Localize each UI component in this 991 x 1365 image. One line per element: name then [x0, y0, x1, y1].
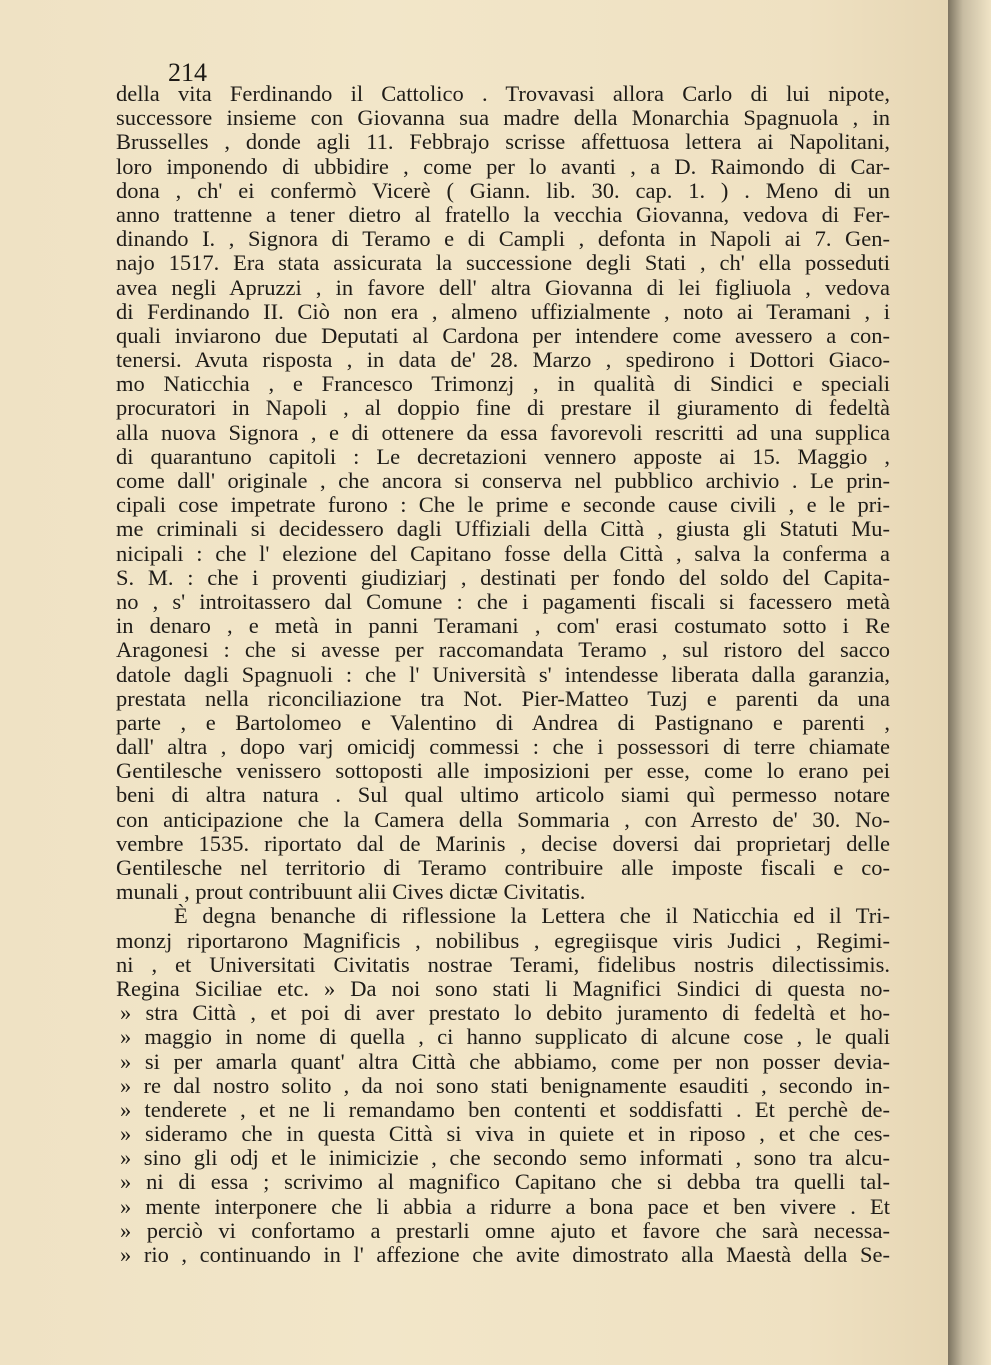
- text-line: tenersi. Avuta risposta , in data de' 28. Marzo , spedirono i Dottori Giaco-: [116, 348, 890, 373]
- text-line: in denaro , e metà in panni Teramani , com' erasi costumato sotto i Re: [116, 614, 890, 639]
- paragraph-start-line: È degna benanche di riflessione la Lettera che il Naticchia ed il Tri-: [174, 904, 890, 929]
- text-line: alla nuova Signora , e di ottenere da essa favorevoli rescritti ad una supplica: [116, 420, 890, 445]
- text-line: Aragonesi : che si avesse per raccomandata Teramo , sul ristoro del sacco: [116, 638, 890, 663]
- text-line: di quarantuno capitoli : Le decretazioni vennero apposte ai 15. Maggio ,: [116, 444, 890, 469]
- text-line: come dall' originale , che ancora si conserva nel pubblico archivio . Le prin-: [116, 469, 890, 493]
- paragraph-end-line: munali , prout contribuunt alii Cives dictæ Civitatis.: [116, 880, 586, 905]
- text-line: di Ferdinando II. Ciò non era , almeno uffizialmente , noto ai Teramani , i: [116, 299, 890, 324]
- text-line: parte , e Bartolomeo e Valentino di Andrea di Pastignano e parenti ,: [116, 710, 890, 735]
- text-line: successore insieme con Giovanna sua madre della Monarchia Spagnuola , in: [116, 106, 890, 131]
- body-text: [116, 82, 890, 1267]
- text-line: della vita Ferdinando il Cattolico . Trovavasi allora Carlo di lui nipote,: [116, 82, 890, 106]
- text-line: Gentilesche venissero sottoposti alle imposizioni per esse, come lo erano pei: [116, 759, 890, 784]
- text-line: con anticipazione che la Camera della Sommaria , con Arresto de' 30. No-: [116, 807, 890, 832]
- text-line: vembre 1535. riportato dal de Marinis , decise doversi dai proprietarj delle: [116, 831, 890, 856]
- text-line: dall' altra , dopo varj omicidj commessi : che i possessori di terre chiamate: [116, 735, 890, 760]
- page-number: 214: [168, 58, 207, 87]
- text-line: ni , et Universitati Civitatis nostrae Terami, fidelibus nostris dilectissimis.: [116, 952, 890, 977]
- text-line: dinando I. , Signora di Teramo e di Campli , defonta in Napoli ai 7. Gen-: [116, 227, 890, 252]
- quoted-line: » mente interponere che li abbia a ridurre a bona pace et ben vivere . Et: [120, 1194, 890, 1219]
- text-line: prestata nella riconciliazione tra Not. Pier-Matteo Tuzj e parenti da una: [116, 686, 890, 711]
- quoted-line: » re dal nostro solito , da noi sono stati benignamente esauditi , secondo in-: [120, 1073, 890, 1098]
- text-line: Regina Siciliae etc. » Da noi sono stati li Magnifici Sindici di questa no-: [116, 976, 890, 1001]
- quoted-line: » maggio in nome di quella , ci hanno supplicato di alcune cose , le quali: [120, 1025, 890, 1050]
- text-line: anno trattenne a tener dietro al fratello la vecchia Giovanna, vedova di Fer-: [116, 202, 890, 227]
- quoted-line: » si per amarla quant' altra Città che abbiamo, come per non posser devia-: [120, 1049, 890, 1074]
- text-line: S. M. : che i proventi giudiziarj , destinati per fondo del soldo del Capita-: [116, 565, 890, 590]
- quoted-line: » sideramo che in questa Città si viva in quiete et in riposo , et che ces-: [120, 1122, 890, 1147]
- quoted-line: » stra Città , et poi di aver prestato lo debito juramento di fedeltà et ho-: [120, 1001, 890, 1026]
- text-line: Gentilesche nel territorio di Teramo contribuire alle imposte fiscali e co-: [116, 856, 890, 880]
- text-line: procuratori in Napoli , al doppio fine di prestare il giuramento di fedeltà: [116, 396, 890, 421]
- quoted-line: » perciò vi confortamo a prestarli omne ajuto et favore che sarà necessa-: [120, 1218, 890, 1243]
- text-line: no , s' introitassero dal Comune : che i pagamenti fiscali si facessero metà: [116, 589, 890, 614]
- text-line: avea negli Apruzzi , in favore dell' altra Giovanna di lei figliuola , vedova: [116, 275, 890, 300]
- text-line: quali inviarono due Deputati al Cardona per intendere come avessero a con-: [116, 323, 890, 348]
- text-line: beni di altra natura . Sul qual ultimo articolo siami quì permesso notare: [116, 783, 890, 808]
- text-line: nicipali : che l' elezione del Capitano fosse della Città , salva la conferma a: [116, 541, 890, 566]
- text-line: najo 1517. Era stata assicurata la successione degli Stati , ch' ella posseduti: [116, 251, 890, 276]
- text-line: datole dagli Spagnuoli : che l' Università s' intendesse liberata dalla garanzia,: [116, 662, 890, 687]
- text-line: dona , ch' ei confermò Vicerè ( Giann. lib. 30. cap. 1. ) . Meno di un: [116, 178, 890, 203]
- quoted-line: » sino gli odj et le inimicizie , che secondo semo informati , sono tra alcu-: [120, 1146, 890, 1171]
- quoted-line: » rio , continuando in l' affezione che avite dimostrato alla Maestà della Se-: [120, 1243, 890, 1267]
- book-gutter: [948, 0, 991, 1365]
- text-line: Brusselles , donde agli 11. Febbrajo scrisse affettuosa lettera ai Napolitani,: [116, 130, 890, 155]
- text-line: me criminali si decidessero dagli Uffiziali della Città , giusta gli Statuti Mu-: [116, 517, 890, 542]
- text-line: monzj riportarono Magnificis , nobilibus , egregiisque viris Judici , Regimi-: [116, 928, 890, 953]
- text-line: loro imponendo di ubbidire , come per lo avanti , a D. Raimondo di Car-: [116, 154, 890, 179]
- quoted-line: » ni di essa ; scrivimo al magnifico Capitano che si debba tra quelli tal-: [120, 1170, 890, 1195]
- quoted-line: » tenderete , et ne li remandamo ben contenti et soddisfatti . Et perchè de-: [120, 1097, 890, 1122]
- text-line: mo Naticchia , e Francesco Trimonzj , in qualità di Sindici e speciali: [116, 372, 890, 397]
- text-line: cipali cose impetrate furono : Che le prime e seconde cause civili , e le pri-: [116, 493, 890, 518]
